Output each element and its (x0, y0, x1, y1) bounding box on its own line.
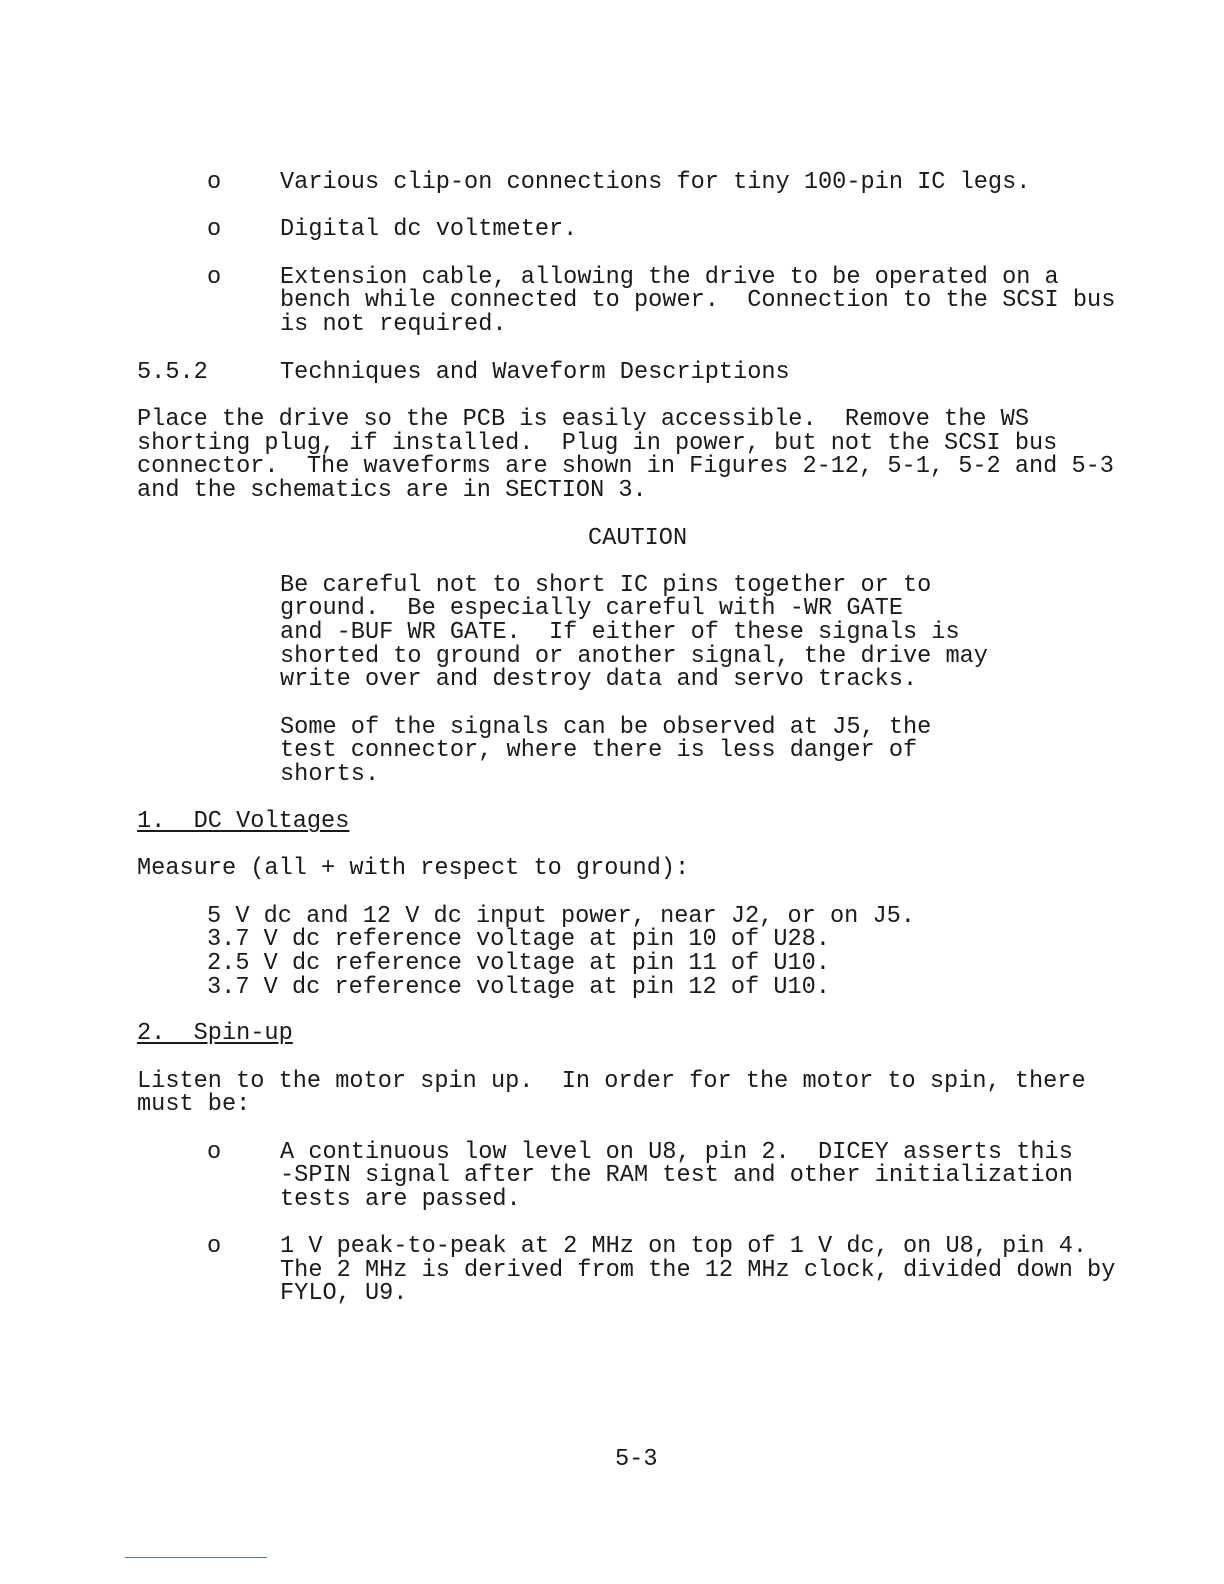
caution-line: shorted to ground or another signal, the drive may (280, 643, 988, 670)
spin-up-intro: Listen to the motor spin up. In order for the motor to spin, there (137, 1068, 1086, 1095)
bullet-marker: o (207, 1139, 222, 1166)
voltage-item: 5 V dc and 12 V dc input power, near J2, or on J5. (207, 903, 915, 930)
subsection-heading-spin-up: 2. Spin-up (137, 1020, 293, 1047)
equipment-item-text: Extension cable, allowing the drive to be operated on a (280, 264, 1059, 291)
paragraph-line: Place the drive so the PCB is easily accessible. Remove the WS (137, 406, 1029, 433)
spin-up-item-text: tests are passed. (280, 1186, 521, 1213)
paragraph-line: connector. The waveforms are shown in Figures 2-12, 5-1, 5-2 and 5-3 (137, 453, 1114, 480)
spin-up-item-text: The 2 MHz is derived from the 12 MHz clock, divided down by (280, 1257, 1116, 1284)
paragraph-line: and the schematics are in SECTION 3. (137, 477, 647, 504)
spin-up-item-text: A continuous low level on U8, pin 2. DICEY asserts this (280, 1139, 1073, 1166)
voltage-item: 3.7 V dc reference voltage at pin 10 of U28. (207, 926, 830, 953)
paragraph-line: shorting plug, if installed. Plug in power, but not the SCSI bus (137, 430, 1058, 457)
subsection-heading-dc-voltages: 1. DC Voltages (137, 808, 350, 835)
equipment-item-text: bench while connected to power. Connection to the SCSI bus (280, 287, 1116, 314)
bullet-marker: o (207, 1233, 222, 1260)
equipment-item-text: Various clip-on connections for tiny 100-pin IC legs. (280, 169, 1031, 196)
caution-line: shorts. (280, 761, 380, 788)
caution-heading: CAUTION (588, 525, 688, 552)
section-number: 5.5.2 (137, 359, 208, 386)
spin-up-item-text: 1 V peak-to-peak at 2 MHz on top of 1 V dc, on U8, pin 4. (280, 1233, 1088, 1260)
bullet-marker: o (207, 216, 222, 243)
spin-up-item-text: FYLO, U9. (280, 1280, 408, 1307)
voltage-item: 2.5 V dc reference voltage at pin 11 of U10. (207, 950, 830, 977)
spin-up-item-text: -SPIN signal after the RAM test and other initialization (280, 1162, 1073, 1189)
bullet-marker: o (207, 169, 222, 196)
page-number: 5-3 (615, 1446, 658, 1473)
equipment-item-text: is not required. (280, 311, 507, 338)
spin-up-intro: must be: (137, 1091, 251, 1118)
dc-voltages-intro: Measure (all + with respect to ground): (137, 855, 690, 882)
caution-line: and -BUF WR GATE. If either of these signals is (280, 619, 960, 646)
caution-line: Some of the signals can be observed at J5, the (280, 714, 932, 741)
caution-line: ground. Be especially careful with -WR GATE (280, 595, 903, 622)
footer-rule (125, 1557, 267, 1558)
section-title: Techniques and Waveform Descriptions (280, 359, 790, 386)
caution-line: write over and destroy data and servo tracks. (280, 666, 918, 693)
caution-line: Be careful not to short IC pins together or to (280, 572, 932, 599)
voltage-item: 3.7 V dc reference voltage at pin 12 of U10. (207, 974, 830, 1001)
bullet-marker: o (207, 264, 222, 291)
equipment-item-text: Digital dc voltmeter. (280, 216, 578, 243)
caution-line: test connector, where there is less danger of (280, 737, 918, 764)
